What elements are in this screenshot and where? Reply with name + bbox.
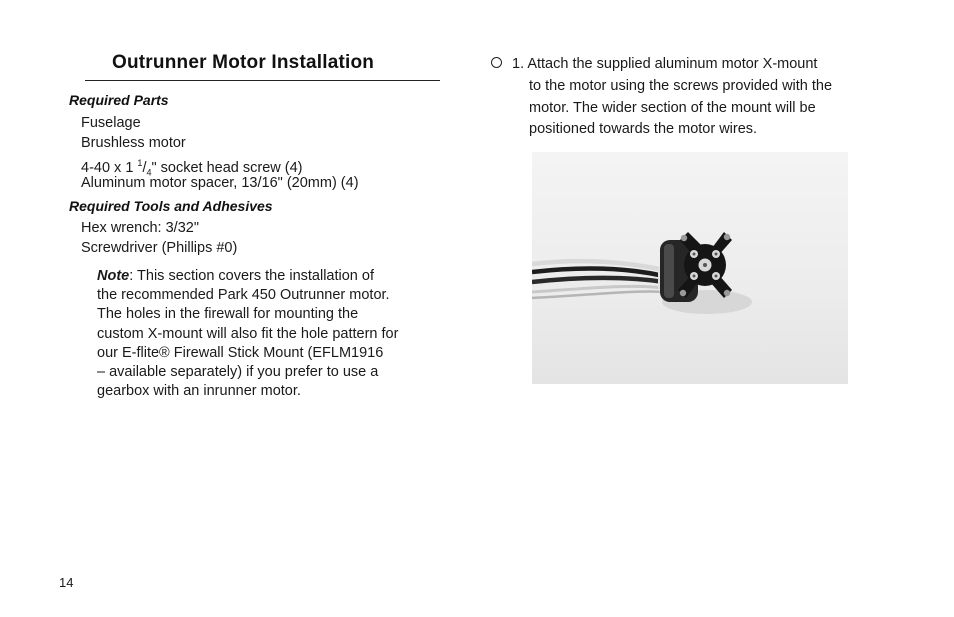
page-number: 14: [59, 575, 74, 590]
note-line: our E-flite® Firewall Stick Mount (EFLM1916: [97, 344, 384, 361]
note-line: gearbox with an inrunner motor.: [97, 383, 301, 400]
motor-mount-illustration: [532, 152, 848, 384]
screw-suffix: " socket head screw (4): [151, 159, 303, 176]
note-line: The holes in the firewall for mounting the: [97, 306, 359, 323]
step-1-instructions: [490, 54, 860, 141]
list-item: [81, 153, 359, 178]
step-line: motor. The wider section of the mount will be: [529, 99, 816, 116]
list-item: Brushless motor: [81, 135, 186, 151]
note-label: Note: [97, 268, 130, 284]
required-parts-heading: Required Parts: [69, 92, 169, 108]
list-item: Aluminum motor spacer, 13/16" (20mm) (4): [81, 175, 359, 191]
motor-photo: [532, 152, 848, 384]
fraction-numerator: 1: [137, 158, 143, 168]
screw-prefix: 4-40 x 1: [81, 159, 138, 176]
note-paragraph: [97, 267, 437, 401]
note-line: custom X-mount will also fit the hole pattern for: [97, 325, 399, 342]
list-item: Hex wrench: 3/32": [81, 220, 199, 236]
step-line: 1. Attach the supplied aluminum motor X-mount: [512, 56, 818, 72]
note-line: the recommended Park 450 Outrunner motor.: [97, 287, 390, 304]
fraction-denominator: 4: [146, 167, 152, 178]
note-line: : This section covers the installation of: [129, 268, 374, 284]
required-tools-list: [81, 218, 237, 258]
title-underline: [85, 80, 440, 81]
fraction-slash: /: [142, 159, 147, 176]
section-title: Outrunner Motor Installation: [112, 52, 375, 73]
note-line: – available separately) if you prefer to use a: [97, 364, 379, 381]
step-line: to the motor using the screws provided with the: [529, 77, 833, 94]
list-item: Fuselage: [81, 115, 141, 131]
required-parts-list: [81, 113, 359, 193]
step-line: positioned towards the motor wires.: [529, 121, 758, 138]
required-tools-heading: Required Tools and Adhesives: [69, 198, 273, 214]
list-item: Screwdriver (Phillips #0): [81, 240, 238, 256]
